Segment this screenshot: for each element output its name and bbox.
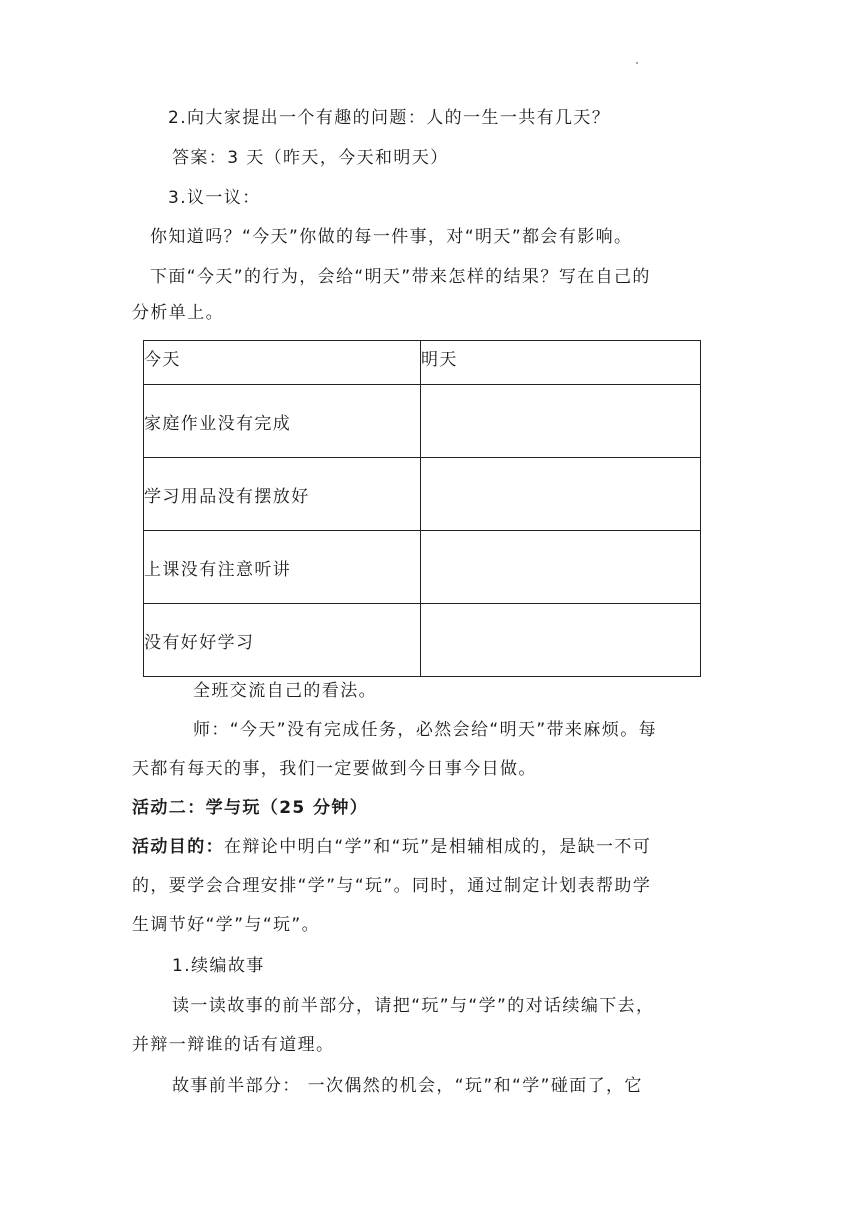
page-mark	[636, 62, 638, 64]
story-instruction-line-1: 读一读故事的前半部分，请把“玩”与“学”的对话续编下去，	[172, 996, 655, 1016]
cell-tomorrow	[421, 385, 701, 458]
table-row	[144, 531, 701, 604]
paragraph-1: 你知道吗？“今天”你做的每一件事，对“明天”都会有影响。	[150, 227, 633, 247]
analysis-table	[143, 340, 701, 677]
story-beginning: 故事前半部分： 一次偶然的机会，“玩”和“学”碰面了，它	[172, 1076, 643, 1096]
cell-tomorrow	[421, 458, 701, 531]
cell-tomorrow	[421, 531, 701, 604]
story-item-title: 1.续编故事	[172, 956, 265, 976]
teacher-line-2: 天都有每天的事，我们一定要做到今日事今日做。	[132, 759, 537, 779]
table-header-row	[144, 341, 701, 385]
answer-line: 答案：3 天（昨天，今天和明天）	[172, 148, 449, 168]
question-3: 3.议一议：	[168, 188, 261, 208]
activity-goal-line-2: 的，要学会合理安排“学”与“玩”。同时，通过制定计划表帮助学	[132, 876, 652, 896]
table-row	[144, 604, 701, 677]
activity-goal-label: 活动目的：	[132, 837, 224, 857]
cell-today: 学习用品没有摆放好	[144, 458, 421, 531]
table-row	[144, 458, 701, 531]
activity-goal-line-1	[132, 836, 651, 858]
teacher-line-1: 师：“今天”没有完成任务，必然会给“明天”带来麻烦。每	[193, 720, 658, 740]
cell-tomorrow	[421, 604, 701, 677]
cell-today: 上课没有注意听讲	[144, 531, 421, 604]
activity-goal-text: 在辩论中明白“学”和“玩”是相辅相成的，是缺一不可	[224, 837, 652, 857]
story-instruction-line-2: 并辩一辩谁的话有道理。	[132, 1035, 335, 1055]
class-exchange: 全班交流自己的看法。	[193, 681, 377, 701]
question-2: 2.向大家提出一个有趣的问题：人的一生一共有几天？	[168, 108, 611, 128]
cell-today: 没有好好学习	[144, 604, 421, 677]
header-tomorrow: 明天	[421, 341, 701, 385]
paragraph-2-line-1: 下面“今天”的行为，会给“明天”带来怎样的结果？写在自己的	[150, 267, 651, 287]
cell-today: 家庭作业没有完成	[144, 385, 421, 458]
activity-2-title: 活动二：学与玩（25 分钟）	[132, 798, 369, 818]
header-today: 今天	[144, 341, 421, 385]
paragraph-2-line-2: 分析单上。	[132, 303, 224, 323]
table-row	[144, 385, 701, 458]
activity-goal-line-3: 生调节好“学”与“玩”。	[132, 915, 321, 935]
